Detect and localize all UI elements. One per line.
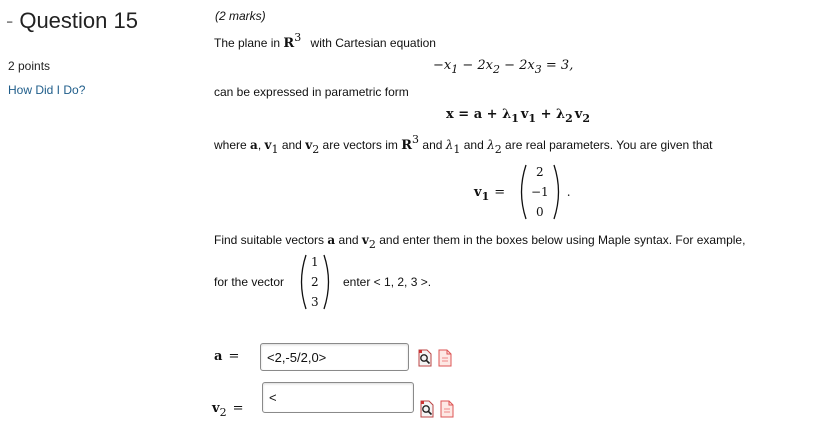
example-entry: 2	[311, 275, 319, 289]
example-entry: 1	[311, 255, 319, 269]
answer-v2-input[interactable]	[262, 382, 414, 413]
where-and-2: and	[422, 138, 443, 152]
eq-term-4: = 3,	[541, 58, 574, 73]
example-matrix	[296, 253, 334, 311]
find-a: a	[327, 233, 336, 247]
where-real-space: R	[401, 138, 413, 153]
find-v2: v	[361, 233, 369, 247]
v1-label	[474, 185, 506, 203]
param-sub-4: 2	[582, 112, 590, 125]
eq-sub-1: 1	[451, 63, 459, 76]
find-post: and enter them in the boxes below using Maple syntax. For example,	[379, 233, 746, 247]
where-line	[214, 133, 713, 156]
param-sub-2: 1	[528, 112, 537, 125]
param-part-2: v	[520, 107, 529, 122]
answer-a-input[interactable]	[260, 343, 409, 371]
right-paren-icon	[322, 253, 334, 311]
eq-sub-3: 3	[534, 63, 542, 76]
right-paren-icon	[552, 163, 564, 221]
collapse-dash[interactable]: -	[6, 8, 14, 33]
help-page-icon[interactable]	[440, 400, 454, 418]
param-sub-3: 2	[565, 112, 573, 125]
answer-a-equals: =	[228, 349, 240, 364]
where-lambda-1-sub: 1	[453, 143, 461, 156]
example-post: enter < 1, 2, 3 >.	[343, 275, 432, 289]
points-label: 2 points	[8, 59, 51, 73]
find-pre: Find suitable vectors	[214, 233, 325, 247]
answer-a-var: a	[214, 349, 223, 364]
cartesian-equation	[433, 58, 574, 76]
marks-label: (2 marks)	[215, 9, 266, 23]
where-lambda-2: λ	[487, 138, 495, 152]
v1-matrix	[516, 163, 571, 221]
question-title-text: Question 15	[19, 8, 138, 33]
v1-column	[528, 165, 552, 219]
v1-period: .	[566, 185, 571, 199]
space-exponent: 3	[294, 31, 302, 44]
where-v2: v	[305, 138, 313, 152]
find-v2-sub: 2	[368, 238, 376, 251]
intro-post: with Cartesian equation	[310, 36, 436, 50]
preview-icon[interactable]	[418, 349, 432, 367]
answer-v2-sub: 2	[219, 406, 227, 419]
where-are-vectors: are vectors im	[322, 138, 398, 152]
eq-term-1: −x	[433, 58, 452, 73]
where-a: a	[250, 138, 258, 152]
where-lambda-2-sub: 2	[494, 143, 502, 156]
intro-line	[214, 31, 436, 51]
v1-var: v	[474, 185, 482, 200]
answer-v2-var: v	[212, 401, 220, 416]
where-v2-sub: 2	[312, 143, 320, 156]
v1-equals: =	[494, 185, 506, 200]
how-did-i-do-link[interactable]: How Did I Do?	[8, 83, 86, 97]
example-column	[308, 255, 322, 309]
example-pre: for the vector	[214, 275, 285, 289]
where-lambda-1: λ	[445, 138, 454, 152]
where-and-1: and	[281, 138, 302, 152]
question-title	[6, 8, 138, 34]
param-part-4: v	[574, 107, 583, 122]
example-entry: 3	[311, 295, 319, 309]
where-real-params: are real parameters. You are given that	[505, 138, 713, 152]
find-line	[214, 233, 746, 251]
answer-v2-label	[212, 401, 244, 419]
v1-sub: 1	[481, 190, 490, 203]
eq-term-3: − 2x	[500, 58, 535, 73]
where-comma: ,	[257, 138, 262, 152]
v1-entry: 0	[536, 205, 544, 219]
answer-v2-equals: =	[232, 401, 244, 416]
where-space-exp: 3	[412, 133, 420, 146]
find-and: and	[338, 233, 359, 247]
real-space-symbol: R	[283, 36, 295, 51]
v1-entry: 2	[536, 165, 544, 179]
param-text: can be expressed in parametric form	[214, 85, 409, 99]
preview-icon[interactable]	[420, 400, 434, 418]
param-part-3: + λ	[536, 107, 566, 122]
eq-sub-2: 2	[493, 63, 500, 76]
help-page-icon[interactable]	[438, 349, 452, 367]
answer-a-label	[214, 349, 239, 364]
where-v1-sub: 1	[271, 143, 279, 156]
left-paren-icon	[516, 163, 528, 221]
param-part-1: x = a + λ	[446, 107, 512, 122]
eq-term-2: − 2x	[458, 58, 493, 73]
where-word: where	[214, 138, 247, 152]
v1-entry: −1	[531, 185, 549, 199]
left-paren-icon	[296, 253, 308, 311]
where-and-3: and	[463, 138, 484, 152]
param-sub-1: 1	[511, 112, 519, 125]
intro-pre: The plane in	[214, 36, 281, 50]
where-v1: v	[264, 138, 272, 152]
parametric-equation	[446, 107, 590, 125]
